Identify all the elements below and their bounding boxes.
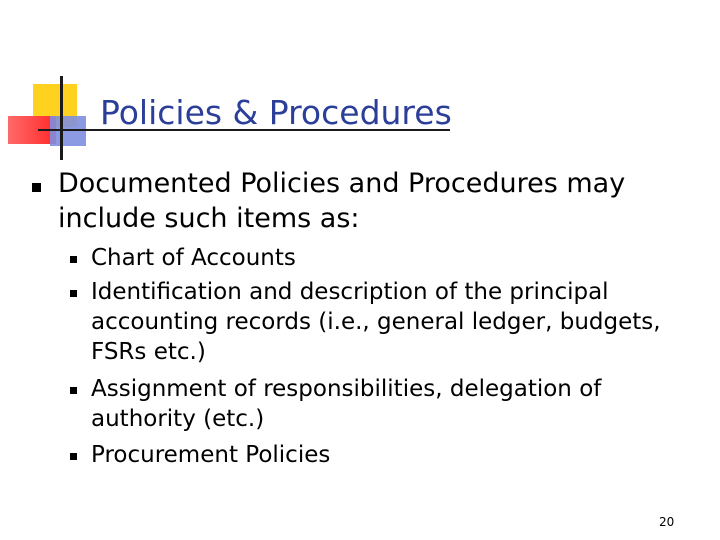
sub-bullet-square-icon — [70, 290, 77, 297]
logo-vertical-line — [60, 76, 63, 160]
sub-bullet-text: Chart of Accounts — [91, 245, 296, 271]
sub-bullet-square-icon — [70, 256, 77, 263]
logo-blue-square — [50, 116, 86, 146]
bullet-square-icon — [32, 183, 41, 192]
sub-bullet-text: Procurement Policies — [91, 442, 331, 468]
sub-bullet-text: Identification and description of the principal accounting records (i.e., general ledger, budgets, FSRs etc.) — [91, 279, 661, 365]
slide-title: Policies & Procedures — [100, 93, 452, 132]
page-number: 20 — [659, 515, 675, 529]
sub-bullet-text: Assignment of responsibilities, delegation of authority (etc.) — [91, 376, 602, 432]
sub-bullet-square-icon — [70, 387, 77, 394]
sub-bullet-square-icon — [70, 453, 77, 460]
main-bullet-text: Documented Policies and Procedures may include such items as: — [58, 168, 626, 234]
